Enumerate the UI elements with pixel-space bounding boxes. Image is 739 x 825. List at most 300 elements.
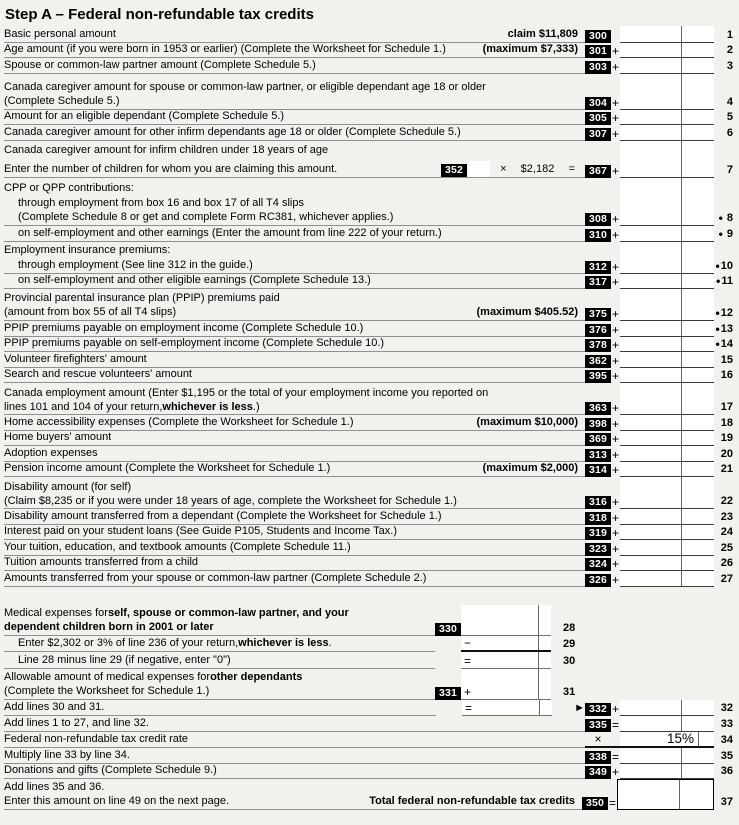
label-text: Canada caregiver amount for other infirm dependants age 18 or older (Complete Schedule 5.)	[4, 125, 461, 138]
cents-divider	[538, 636, 539, 651]
line-number-cell	[714, 462, 739, 478]
operator-sign: =	[465, 701, 473, 715]
operator-sign: +	[611, 401, 619, 415]
amount-field-line-22[interactable]	[620, 479, 714, 509]
label-line	[4, 227, 585, 241]
label-line	[4, 292, 585, 306]
operator-sign: +	[611, 95, 619, 110]
row-label	[4, 540, 585, 556]
section-header-row	[0, 244, 739, 259]
label-line	[4, 637, 435, 651]
form-row-line-8	[0, 211, 739, 227]
code-cell	[585, 181, 611, 197]
line-number-cell	[551, 636, 591, 653]
cents-divider	[681, 196, 682, 211]
operator-sign: +	[611, 526, 619, 540]
operator-sign-cell	[611, 525, 620, 541]
line-number-cell	[714, 321, 739, 337]
line-number-cell	[714, 58, 739, 74]
bullet-marker: •	[718, 211, 723, 225]
amount-column-strip	[620, 143, 714, 159]
cents-divider	[681, 571, 682, 586]
line-number-cell	[714, 415, 739, 431]
amount-field-line-23[interactable]	[620, 509, 714, 525]
amount-field-line-5[interactable]	[620, 110, 714, 126]
line-number-cell	[714, 158, 739, 178]
operator-sign: +	[611, 557, 619, 571]
amount-field-line-15[interactable]	[620, 352, 714, 368]
label-text: whichever is less	[238, 637, 329, 649]
row-label	[4, 446, 585, 462]
amount-field-line-14[interactable]	[620, 337, 714, 353]
row-label	[4, 748, 585, 764]
label-text: Enter this amount on line 49 on the next page.	[4, 795, 230, 807]
line-number: 30	[563, 654, 576, 667]
line-number-cell	[714, 226, 739, 242]
section-header-row	[0, 143, 739, 159]
operator-sign: +	[611, 572, 619, 587]
code-cell	[585, 143, 611, 159]
cents-divider	[681, 58, 682, 73]
total-credits-field-line-37[interactable]	[617, 779, 714, 810]
line-number: 12	[720, 307, 733, 319]
row-label	[4, 226, 585, 242]
row-label	[4, 571, 585, 587]
field-code-324: 324	[585, 558, 611, 571]
label-line	[4, 795, 582, 809]
field-code-330: 330	[435, 623, 461, 636]
line-number-cell	[714, 716, 739, 732]
line-number: 1	[726, 28, 733, 41]
operator-sign-cell	[611, 446, 620, 462]
operator-sign: +	[611, 322, 619, 337]
field-code-350: 350	[582, 797, 608, 810]
operator-sign-cell	[611, 110, 620, 126]
label-text: Volunteer firefighters' amount	[4, 352, 147, 365]
code-cell	[585, 274, 611, 290]
amount-field-line-18[interactable]	[620, 415, 714, 431]
cents-divider	[681, 158, 682, 177]
row-label	[4, 636, 435, 653]
operator-sign-cell	[611, 306, 620, 322]
line-number: 31	[563, 685, 576, 698]
label-text: Search and rescue volunteers' amount	[4, 368, 192, 380]
label-line	[4, 749, 585, 763]
label-line	[4, 144, 585, 158]
label-text: whichever is less	[162, 400, 253, 413]
label-line	[4, 525, 585, 539]
row-label	[4, 43, 585, 59]
label-line	[4, 110, 585, 124]
operator-sign: +	[611, 59, 619, 74]
cents-divider	[538, 605, 539, 635]
label-line	[4, 126, 585, 140]
line-number-cell	[714, 258, 739, 274]
amount-field-line-27[interactable]	[620, 571, 714, 587]
line-number-cell	[714, 479, 739, 509]
row-label	[4, 110, 585, 126]
operator-sign: +	[611, 447, 619, 462]
code-cell	[585, 306, 611, 322]
amount-field-line-29[interactable]	[461, 636, 551, 653]
amount-field-line-24[interactable]	[620, 525, 714, 541]
section-header-row	[0, 181, 739, 197]
label-text: Canada caregiver amount for spouse or common-law partner, or eligible dependant age 18 or older	[4, 80, 486, 93]
line-number-cell	[714, 43, 739, 59]
amount-field-line-31[interactable]	[461, 669, 551, 700]
cents-divider	[681, 352, 682, 367]
section-header-row	[0, 196, 739, 211]
amount-field-line-7[interactable]	[620, 158, 714, 178]
cents-divider	[681, 479, 682, 508]
label-line	[4, 510, 585, 524]
bullet-marker: •	[718, 226, 723, 241]
label-line	[4, 717, 585, 731]
form-row-line-20	[0, 446, 739, 462]
line-number: 21	[720, 463, 733, 475]
form-row-line-5	[0, 110, 739, 126]
row-label	[4, 652, 435, 669]
row-label	[4, 716, 585, 732]
amount-field-line-2[interactable]	[620, 43, 714, 59]
operator-sign-cell	[611, 415, 620, 431]
label-text: Home buyers' amount	[4, 431, 112, 443]
line-number: 33	[720, 717, 733, 730]
form-row-line-10	[0, 258, 739, 274]
label-line	[4, 95, 585, 109]
label-line	[4, 669, 435, 685]
amount-field-line-21[interactable]	[620, 462, 714, 478]
cents-divider	[681, 110, 682, 125]
operator-sign-cell	[611, 79, 620, 110]
label-line	[4, 322, 585, 336]
row-label	[4, 274, 585, 290]
field-code-331: 331	[435, 687, 461, 700]
label-text: Your tuition, education, and textbook amounts (Complete Schedule 11.)	[4, 540, 351, 553]
line-number: 32	[720, 702, 733, 714]
operator-sign-cell	[611, 479, 620, 509]
amount-field-line-30[interactable]	[461, 652, 551, 669]
row-label	[4, 431, 585, 447]
operator-sign: −	[464, 636, 472, 650]
cents-divider	[681, 716, 682, 731]
code-cell	[585, 125, 611, 141]
label-line	[4, 306, 585, 320]
amount-note: (maximum $405.52)	[476, 306, 578, 318]
line-number-cell	[714, 700, 739, 717]
line-number-cell	[714, 125, 739, 141]
operator-sign-cell	[585, 732, 611, 747]
amount-field-line-32-subtotal[interactable]	[462, 700, 552, 717]
amount-field-line-3[interactable]	[620, 58, 714, 74]
label-line	[4, 572, 585, 586]
operator-sign-cell	[611, 244, 620, 259]
amount-field-line-12[interactable]	[620, 306, 714, 322]
amount-field-line-28[interactable]	[461, 605, 551, 636]
label-line	[4, 605, 435, 621]
field-code-310: 310	[585, 229, 611, 242]
line-number-cell	[714, 352, 739, 368]
label-text: Employment insurance premiums:	[4, 244, 171, 256]
label-line	[4, 182, 585, 196]
line-number: 35	[720, 749, 733, 762]
label-line	[4, 431, 585, 445]
field-code-367: 367	[585, 165, 611, 178]
row-label	[4, 26, 585, 43]
operator-sign: +	[611, 541, 619, 556]
line-number-cell	[714, 181, 739, 197]
bullet-marker: •	[716, 274, 721, 288]
amount-field-line-4[interactable]	[620, 79, 714, 110]
label-text: Add lines 30 and 31.	[4, 701, 105, 713]
label-text: Enter $2,302 or 3% of line 236 of your return,	[18, 637, 239, 649]
operator-sign-cell	[611, 196, 620, 211]
field-code-319: 319	[585, 527, 611, 540]
line-number: 14	[720, 338, 733, 350]
cents-divider	[681, 258, 682, 273]
label-text: (Claim $8,235 or if you were under 18 years of age, complete the Worksheet for Schedule 1.)	[4, 494, 457, 507]
rate-field-line-34[interactable]	[620, 732, 714, 747]
amount-field-line-8[interactable]	[620, 211, 714, 227]
label-text: Disability amount transferred from a dependant (Complete the Worksheet for Schedule 1.)	[4, 509, 442, 522]
line-number-cell	[714, 110, 739, 126]
line-number: 15	[720, 353, 733, 366]
label-text: Medical expenses for	[4, 606, 108, 619]
amount-field-line-32[interactable]	[620, 700, 714, 717]
field-code-326: 326	[585, 574, 611, 587]
label-text: Home accessibility expenses (Complete the Worksheet for Schedule 1.)	[4, 415, 354, 428]
label-line	[4, 447, 585, 461]
label-text: Amounts transferred from your spouse or common-law partner (Complete Schedule 2.)	[4, 571, 427, 584]
code-cell	[585, 700, 611, 717]
label-line	[4, 779, 582, 795]
cents-divider	[538, 652, 539, 668]
amount-field-line-11[interactable]	[620, 274, 714, 290]
label-line	[4, 701, 436, 715]
line-number: 7	[726, 163, 733, 176]
form-row-line-21	[0, 462, 739, 478]
line-number-cell	[714, 337, 739, 353]
cents-divider	[681, 321, 682, 336]
amount-field-line-25[interactable]	[620, 540, 714, 556]
operator-sign: +	[464, 684, 472, 699]
amount-field-line-17[interactable]	[620, 385, 714, 415]
code-cell	[585, 211, 611, 227]
code-cell	[585, 431, 611, 447]
cents-divider	[681, 306, 682, 321]
bullet-marker: •	[715, 337, 720, 351]
code-cell	[585, 509, 611, 525]
amount-note: Total federal non-refundable tax credits	[369, 795, 575, 807]
amount-field-line-20[interactable]	[620, 446, 714, 462]
label-line	[4, 416, 585, 430]
operator-sign: +	[611, 369, 619, 383]
cents-divider	[681, 143, 682, 159]
form-row-line-19	[0, 431, 739, 447]
code-cell	[585, 244, 611, 259]
amount-column-strip	[620, 196, 714, 211]
cents-divider	[681, 700, 682, 716]
row-label	[4, 125, 585, 141]
line-number: 5	[726, 111, 733, 123]
field-code-395: 395	[585, 370, 611, 383]
row-label	[4, 158, 585, 178]
field-code-332: 332	[585, 703, 611, 716]
form-row-line-33	[0, 716, 739, 732]
amount-field-line-36[interactable]	[620, 764, 714, 780]
line-number: 20	[720, 447, 733, 460]
label-text: CPP or QPP contributions:	[4, 182, 134, 194]
row-label	[4, 58, 585, 74]
operator-sign: +	[611, 338, 619, 352]
line-number: 28	[563, 621, 576, 634]
amount-field-line-13[interactable]	[620, 321, 714, 337]
amount-field-line-9[interactable]	[620, 226, 714, 242]
code-cell	[435, 605, 461, 636]
operator-sign-cell	[611, 291, 620, 306]
operator-sign: +	[611, 307, 619, 321]
operator-sign-cell	[611, 732, 620, 747]
operator-sign: +	[611, 275, 619, 289]
operator-sign-cell	[611, 181, 620, 197]
field-code-335: 335	[585, 719, 611, 732]
label-text: Age amount (if you were born in 1953 or earlier) (Complete the Worksheet for Schedule 1.)	[4, 43, 446, 55]
amount-field-line-26[interactable]	[620, 556, 714, 572]
line-number-cell	[714, 211, 739, 227]
cents-divider	[681, 291, 682, 306]
line-number-cell	[714, 431, 739, 447]
amount-field-line-19[interactable]	[620, 431, 714, 447]
form-row-line-25	[0, 540, 739, 556]
children-count-input[interactable]	[468, 161, 490, 177]
rate-group	[585, 732, 714, 749]
label-line	[4, 401, 585, 415]
form-row-line-14	[0, 337, 739, 353]
code-cell	[585, 26, 611, 43]
cents-divider	[681, 525, 682, 540]
label-text: Federal non-refundable tax credit rate	[4, 733, 189, 745]
row-label	[4, 244, 585, 259]
bullet-marker: •	[715, 306, 720, 320]
line-number-cell	[714, 143, 739, 159]
bullet-marker: •	[715, 258, 720, 273]
label-line	[4, 462, 585, 476]
line-number-cell	[714, 79, 739, 110]
form-title: Step A – Federal non-refundable tax credits	[5, 6, 314, 23]
section-header-row	[0, 291, 739, 306]
line-number: 6	[726, 126, 733, 139]
row-label	[4, 337, 585, 353]
line-number: 19	[720, 432, 733, 444]
form-row-line-11	[0, 274, 739, 290]
operator-sign: +	[611, 416, 619, 431]
operator-sign-cell	[611, 509, 620, 525]
form-row-line-28	[0, 605, 591, 636]
field-code-398: 398	[585, 418, 611, 431]
line-number: 29	[563, 638, 576, 650]
line-number: 11	[721, 275, 733, 287]
operator-sign-cell	[611, 431, 620, 447]
form-row-line-4	[0, 79, 739, 110]
form-row-line-36	[0, 764, 739, 780]
code-cell	[585, 291, 611, 306]
row-label	[4, 462, 585, 478]
field-code-300: 300	[585, 30, 611, 43]
label-text: Spouse or common-law partner amount (Complete Schedule 5.)	[4, 58, 316, 71]
amount-field-line-33[interactable]	[620, 716, 714, 732]
label-line	[4, 685, 435, 699]
code-cell	[585, 571, 611, 587]
amount-field-line-10[interactable]	[620, 258, 714, 274]
bullet-marker: •	[715, 321, 720, 336]
cents-divider	[681, 462, 682, 477]
code-cell	[585, 368, 611, 384]
line-number: 8	[726, 212, 733, 224]
amount-field-line-35[interactable]	[620, 748, 714, 764]
line-number: 18	[720, 416, 733, 429]
field-code-308: 308	[585, 213, 611, 226]
code-cell	[585, 556, 611, 572]
field-code-369: 369	[585, 433, 611, 446]
amount-note: (maximum $7,333)	[482, 43, 578, 55]
form-row-line-23	[0, 509, 739, 525]
amount-column-strip	[620, 244, 714, 259]
amount-field-line-6[interactable]	[620, 125, 714, 141]
label-text: .	[328, 637, 332, 649]
line-number: 9	[726, 227, 733, 240]
cents-divider	[681, 509, 682, 524]
field-code-375: 375	[585, 308, 611, 321]
amount-field-line-1[interactable]	[620, 26, 714, 43]
label-text: PPIP premiums payable on self-employment income (Complete Schedule 10.)	[4, 337, 385, 349]
operator-sign: +	[611, 702, 619, 716]
line-number-cell	[714, 540, 739, 556]
code-cell	[585, 226, 611, 242]
code-cell	[585, 748, 611, 764]
form-row-line-12	[0, 306, 739, 322]
operator-sign: ×	[594, 732, 602, 746]
label-text: Allowable amount of medical expenses for	[4, 670, 211, 683]
row-label	[4, 181, 585, 197]
cents-divider	[681, 125, 682, 140]
line-number: 26	[720, 557, 733, 569]
code-cell	[585, 479, 611, 509]
code-cell	[585, 716, 611, 732]
cents-divider	[679, 780, 680, 809]
line-number: 25	[720, 541, 733, 554]
field-code-363: 363	[585, 402, 611, 415]
line-number-cell	[714, 556, 739, 572]
right-triangle-icon: ►	[574, 702, 585, 714]
form-row-line-26	[0, 556, 739, 572]
amount-field-line-16[interactable]	[620, 368, 714, 384]
row-label	[4, 385, 585, 415]
cents-divider	[698, 732, 699, 747]
label-text: (Complete Schedule 5.)	[4, 94, 120, 107]
label-line	[4, 197, 585, 211]
code-cell	[585, 352, 611, 368]
label-text: Amount for an eligible dependant (Complete Schedule 5.)	[4, 110, 285, 122]
cents-divider	[681, 226, 682, 241]
operator-sign: +	[611, 463, 619, 477]
cents-divider	[538, 669, 539, 699]
cents-divider	[681, 368, 682, 383]
spacer-row	[0, 587, 739, 605]
label-line	[4, 353, 585, 367]
label-text: (amount from box 55 of all T4 slips)	[4, 306, 177, 318]
label-line	[4, 274, 585, 288]
code-cell	[436, 700, 462, 717]
